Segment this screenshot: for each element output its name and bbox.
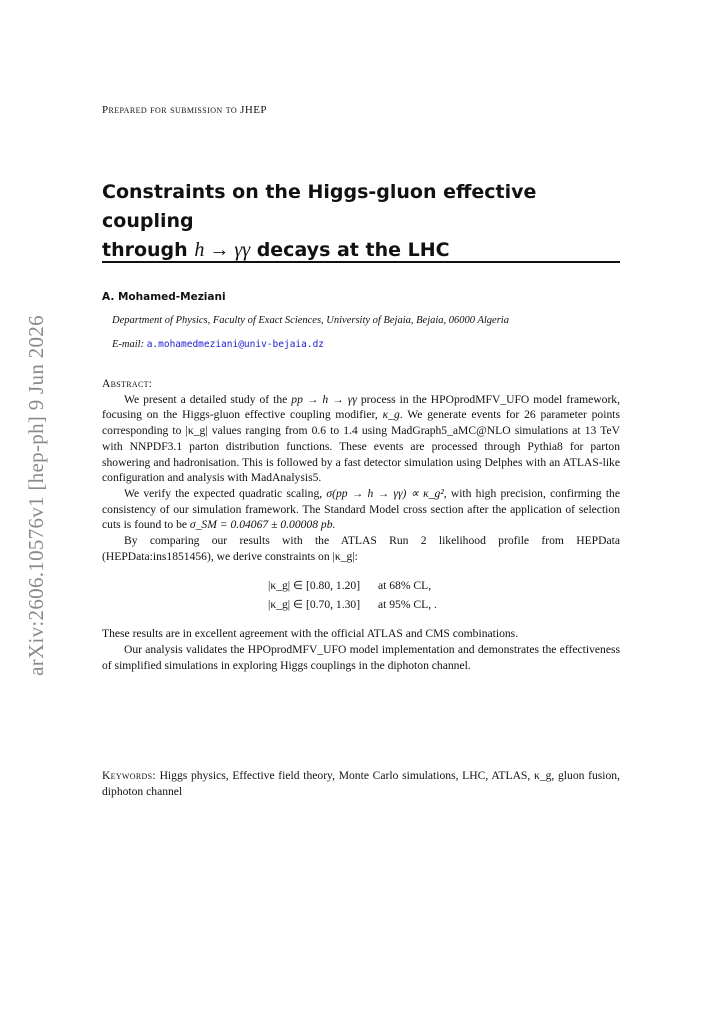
abstract-p2-b: , with high precision, confirming the consistency of our simulation framework. The Standard Model cross section after the application of selection cuts is found to be xyxy=(102,486,620,532)
keywords-heading: Keywords: xyxy=(102,769,156,782)
abstract-heading xyxy=(102,376,620,392)
author-affiliation: Department of Physics, Faculty of Exact Sciences, University of Bejaia, Bejaia, 06000 Algeria xyxy=(112,315,509,326)
keywords-text: Higgs physics, Effective field theory, Monte Carlo simulations, LHC, ATLAS, κ_g, gluon fusion, diphoton channel xyxy=(102,769,620,798)
abstract-paragraph-3: By comparing our results with the ATLAS Run 2 likelihood profile from HEPData (HEPData:ins1851456), we derive constraints on |κ_g|: xyxy=(102,534,620,563)
email-link[interactable]: a.mohamedmeziani@univ-bejaia.dz xyxy=(146,339,325,350)
abstract-p2-math: σ(pp → h → γγ) ∝ κ_g² xyxy=(326,486,444,500)
constraint-equations xyxy=(102,576,620,614)
submission-note: Prepared for submission to JHEP xyxy=(102,104,267,116)
abstract-heading-text: Abstract: xyxy=(102,377,153,390)
title-rule xyxy=(102,261,620,263)
equation-95cl xyxy=(268,595,620,614)
abstract-p2-math2: σ_SM = 0.04067 ± 0.00008 pb. xyxy=(189,518,336,532)
title-line-1: Constraints on the Higgs-gluon effective coupling xyxy=(102,181,537,232)
title-line-2-post: decays at the LHC xyxy=(250,239,450,261)
paper-title xyxy=(102,178,622,265)
author-email xyxy=(112,339,324,350)
abstract-p2-a: We verify the expected quadratic scaling, xyxy=(124,486,327,500)
abstract-paragraph-2 xyxy=(102,486,620,533)
equation-95cl-rhs: at 95% CL, . xyxy=(378,598,437,612)
abstract xyxy=(102,376,620,674)
abstract-p1-math1: pp → h → γγ xyxy=(291,392,357,406)
abstract-p1-c: . We generate events for 26 parameter points corresponding to |κ_g| values ranging from 0.6 to 1.4 using MadGraph5_aMC@NLO simulations at 13 TeV with NNPDF3.1 parton distribution functions. These events are processed through Pythia8 for parton showering and hadronisation. This is followed by a fast detector simulation using Delphes with an ATLAS-like configuration and analysis with MadAnalysis5. xyxy=(102,408,620,485)
email-label: E-mail: xyxy=(112,339,145,350)
equation-68cl xyxy=(268,576,620,595)
title-line-2-pre: through xyxy=(102,239,195,261)
equation-68cl-lhs: |κ_g| ∈ [0.80, 1.20] xyxy=(268,579,361,593)
abstract-p1-a: We present a detailed study of the xyxy=(124,392,292,406)
keywords xyxy=(102,768,620,799)
title-math: h → γγ xyxy=(194,239,251,261)
equation-95cl-lhs: |κ_g| ∈ [0.70, 1.30] xyxy=(268,598,361,612)
abstract-p1-math2: κ_g xyxy=(382,408,400,422)
equation-68cl-rhs: at 68% CL, xyxy=(378,579,432,593)
author-name: A. Mohamed-Meziani xyxy=(102,291,226,303)
abstract-paragraph-5: Our analysis validates the HPOprodMFV_UFO model implementation and demonstrates the effectiveness of simplified simulations in exploring Higgs couplings in the diphoton channel. xyxy=(102,643,620,672)
abstract-paragraph-4: These results are in excellent agreement with the official ATLAS and CMS combinations. xyxy=(102,627,519,641)
arxiv-side-stamp xyxy=(16,300,56,690)
arxiv-stamp-text: arXiv:2606.10576v1 [hep-ph] 9 Jun 2026 xyxy=(23,314,48,676)
abstract-paragraph-1 xyxy=(102,392,620,486)
abstract-p1-b: process in the HPOprodMFV_UFO model framework, focusing on the Higgs-gluon effective coupling modifier, xyxy=(102,392,620,422)
